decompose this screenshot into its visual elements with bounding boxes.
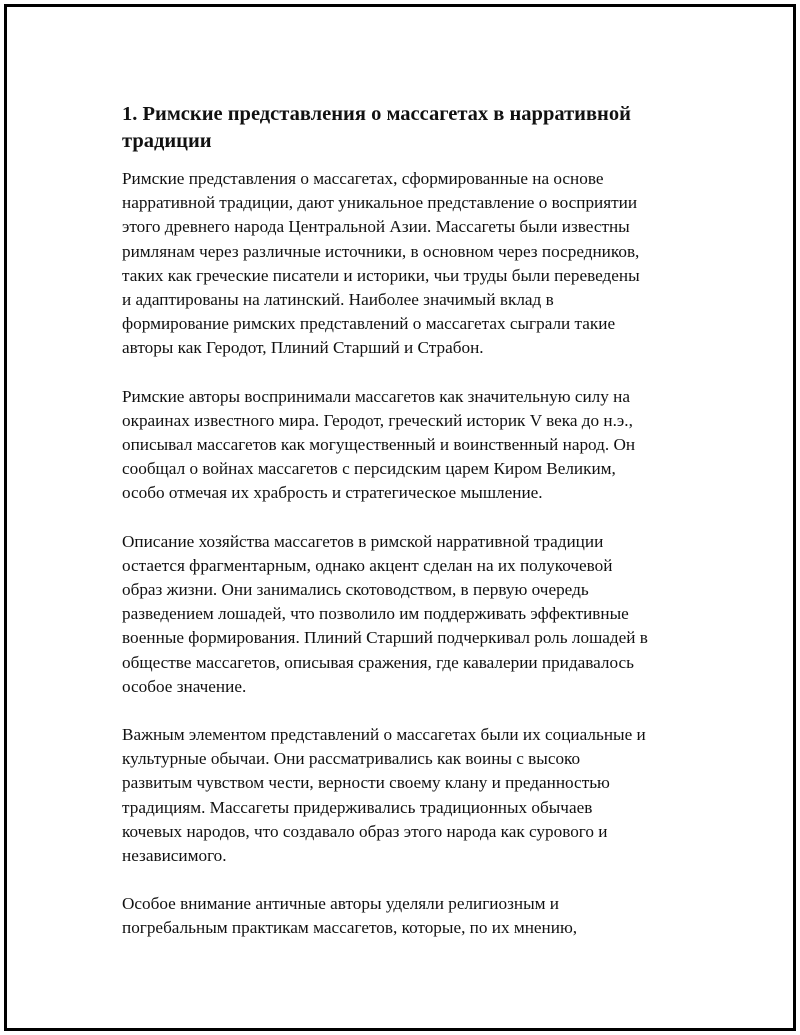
heading-line: 1. Римские представления о массагетах в нарративной	[122, 103, 631, 125]
text-line: Римские представления о массагетах, сформированные на основе	[122, 169, 604, 188]
text-line: описывал массагетов как могущественный и воинственный народ. Он	[122, 435, 636, 455]
paragraph-5	[122, 892, 702, 940]
text-line: военные формирования. Плиний Старший подчеркивал роль лошадей в	[122, 628, 648, 648]
text-line: обществе массагетов, описывая сражения, где кавалерии придавалось	[122, 652, 634, 672]
text-line: Описание хозяйства массагетов в римской нарративной традиции	[122, 531, 604, 551]
text-line: авторы как Геродот, Плиний Старший и Страбон.	[122, 338, 484, 358]
text-line: культурные обычаи. Они рассматривались как воины с высоко	[122, 749, 581, 769]
text-line: окраинах известного мира. Геродот, греческий историк V века до н.э.,	[122, 410, 633, 430]
heading-line: традиции	[122, 130, 212, 152]
text-line: кочевых народов, что создавало образ этого народа как сурового и	[122, 821, 608, 841]
text-line: римлянам через различные источники, в основном через посредников,	[122, 241, 640, 261]
paragraph-3	[122, 530, 702, 699]
text-line: и адаптированы на латинский. Наиболее значимый вклад в	[122, 290, 554, 310]
page-frame	[4, 4, 796, 1031]
text-line: Особое внимание античные авторы уделяли религиозным и	[122, 894, 559, 914]
text-line: сообщал о войнах массагетов с персидским царем Киром Великим,	[122, 459, 616, 479]
text-line: Римские авторы воспринимали массагетов как значительную силу на	[122, 386, 630, 406]
text-line: развитым чувством чести, верности своему клану и преданностью	[122, 773, 610, 793]
text-line: особо отмечая их храбрость и стратегическое мышление.	[122, 483, 543, 503]
text-line: этого древнего народа Центральной Азии. Массагеты были известны	[122, 217, 630, 237]
paragraph-2	[122, 385, 702, 506]
text-line: независимого.	[122, 846, 227, 866]
section-heading	[122, 101, 702, 155]
text-line: погребальным практикам массагетов, которые, по их мнению,	[122, 918, 578, 938]
text-line: остается фрагментарным, однако акцент сделан на их полукочевой	[122, 555, 613, 575]
text-line: формирование римских представлений о массагетах сыграли такие	[122, 314, 616, 334]
text-line: разведением лошадей, что позволило им поддерживать эффективные	[122, 604, 629, 624]
text-line: образ жизни. Они занимались скотоводством, в первую очередь	[122, 580, 589, 600]
paragraph-4	[122, 723, 702, 868]
text-line: Важным элементом представлений о массагетах были их социальные и	[122, 725, 646, 745]
text-line: особое значение.	[122, 676, 247, 696]
document-body	[122, 101, 702, 965]
text-line: таких как греческие писатели и историки, чьи труды были переведены	[122, 265, 640, 285]
text-line: нарративной традиции, дают уникальное представление о восприятии	[122, 193, 638, 213]
paragraph-1	[122, 167, 702, 361]
text-line: традициям. Массагеты придерживались традиционных обычаев	[122, 797, 593, 817]
